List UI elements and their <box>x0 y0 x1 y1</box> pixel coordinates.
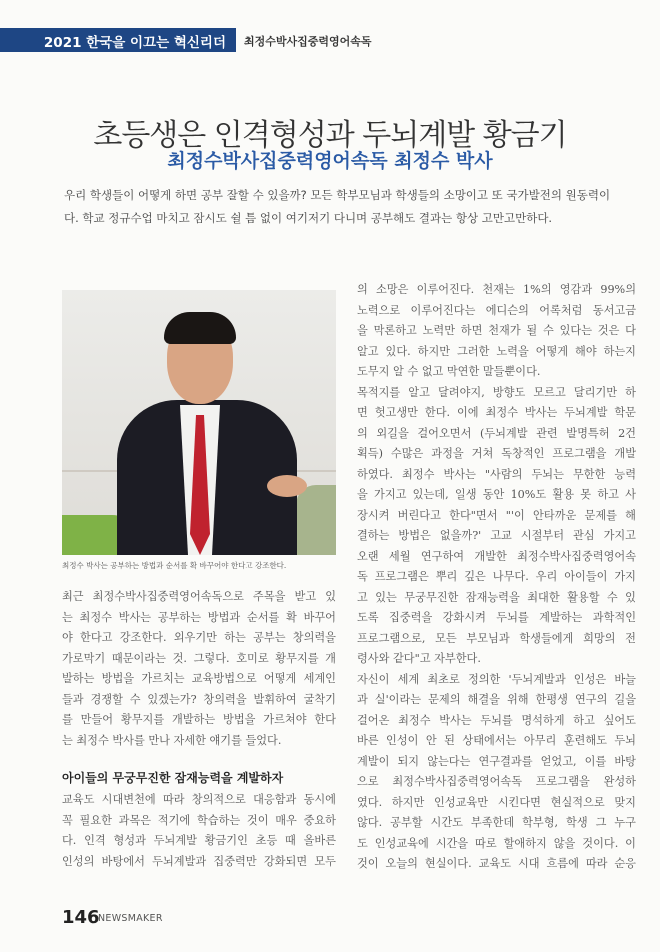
header-series-label: 2021 한국을 이끄는 혁신리더 <box>43 35 226 51</box>
photo-hand <box>267 475 307 497</box>
text-line: 과 실'이라는 문제의 해결을 위해 한평생 연구의 길을 <box>357 693 636 706</box>
magazine-name: NEWSMAKER <box>98 913 163 924</box>
photo-plant <box>296 485 336 555</box>
text-line: 도록 집중력을 강화시켜 두뇌를 계발하는 과학적인 <box>357 611 636 624</box>
text-line: 않다. 공부할 시간도 부족한데 학부형, 학생 그 누구 <box>357 816 636 829</box>
text-line: 가로막기 때문이라는 것. 그렇다. 호미로 황무지를 개 <box>62 651 336 665</box>
page-number: 146 <box>62 907 100 928</box>
portrait-photo <box>62 290 336 555</box>
text-line: 계발이 되지 않는다는 연구결과를 얻었고, 이를 바탕 <box>357 754 636 768</box>
text-line: 을 막론하고 노력만 하면 천재가 될 수 있다는 것은 다 <box>357 324 636 337</box>
intro-line: 다. 학교 정규수업 마치고 잠시도 쉴 틈 없이 여기저기 다니며 공부해도 결과는 항상 고만고만하다. <box>64 211 553 225</box>
text-line: 것이 오늘의 현실이다. 교육도 시대 흐름에 따라 순응 <box>357 857 636 870</box>
text-line: 노력으로 이루어진다는 에디슨의 어록처럼 동서고금 <box>357 303 636 317</box>
text-line: 면 헛고생만 한다. 이에 최정수 박사는 두뇌계발 학문 <box>357 406 636 419</box>
text-line: 교육도 시대변천에 따라 창의적으로 대응함과 동시에 <box>62 793 336 806</box>
text-line: 의 소망은 이루어진다. 천재는 1%의 영감과 99%의 <box>357 283 636 296</box>
text-line: 자신이 세계 최초로 정의한 '두뇌계발과 인성은 바늘 <box>357 672 636 686</box>
text-line: 으로 최정수박사집중력영어속독 프로그램을 완성하 <box>357 775 636 788</box>
text-line: 오랜 세월 연구하여 개발한 최정수박사집중력영어속 <box>357 549 636 563</box>
text-line: 최근 최정수박사집중력영어속독으로 주목을 받고 있 <box>62 590 336 603</box>
text-line: 결하는 방법은 없을까?' 고교 시절부터 관심 가지고 <box>357 529 636 542</box>
photo-hair <box>164 312 236 344</box>
article-intro <box>64 184 634 230</box>
text-line: 령사와 같다"고 자부한다. <box>357 652 481 665</box>
text-line: 걸어온 최정수 박사는 두뇌를 명석하게 하고 싶어도 <box>357 713 636 727</box>
text-line: 는 최정수 박사를 만나 자세한 얘기를 들었다. <box>62 733 282 747</box>
text-line: 도무지 알 수 없고 막연한 말들뿐이다. <box>357 365 541 378</box>
text-line: 고 있는 무궁무진한 잠재능력을 최대한 활용할 수 있 <box>357 590 636 604</box>
text-line: 장시켜 버린다고 한다"면서 "'이 안타까운 문제를 해 <box>357 508 636 522</box>
text-line: 바른 인성이 안 된 상태에서는 아무리 훈련해도 두뇌 <box>357 734 636 747</box>
header-section-label: 최정수박사집중력영어속독 <box>244 35 372 48</box>
right-column-text <box>357 280 636 875</box>
left-column-paragraph-2 <box>62 790 336 872</box>
text-line: 꼭 필요한 과목은 적기에 학습하는 것이 매우 중요하 <box>62 813 336 827</box>
text-line: 다. 인격 형성과 두뇌계발 황금기인 초등 때 올바른 <box>62 834 336 847</box>
text-line: 의 외길을 걸어오면서 (두뇌계발 관련 발명특허 2건 <box>357 426 636 440</box>
text-line: 들과 경쟁할 수 있겠는가? 창의력을 발휘하여 굴착기 <box>62 692 336 706</box>
article-subtitle: 최정수박사집중력영어속독 최정수 박사 <box>167 150 493 172</box>
header-series-bar <box>0 28 236 52</box>
text-line: 를 만들어 황무지를 개발하는 방법을 가르쳐야 한다 <box>62 713 336 726</box>
text-line: 프로그램으로, 모든 부모님과 학생들에게 희망의 전 <box>357 631 636 645</box>
photo-caption: 최정수 박사는 공부하는 방법과 순서를 확 바꾸어야 한다고 강조한다. <box>62 561 287 570</box>
section-subheading: 아이들의 무궁무진한 잠재능력을 계발하자 <box>62 771 284 785</box>
text-line: 을 가지고 있는데, 일생 동안 10%도 활용 못 하고 사 <box>357 488 636 501</box>
text-line: 목적지를 알고 달려야지, 방향도 모르고 달리기만 하 <box>357 385 636 399</box>
text-line: 획득) 수많은 과정을 거쳐 독창적인 프로그램을 개발 <box>357 447 636 460</box>
text-line: 알고 있다. 하지만 그러한 노력을 어떻게 해야 하는지 <box>357 344 636 358</box>
text-line: 야 한다고 강조한다. 외우기만 하는 공부는 창의력을 <box>62 631 336 644</box>
intro-line: 우리 학생들이 어떻게 하면 공부 잘할 수 있을까? 모든 학부모님과 학생들의 소망이고 또 국가발전의 원동력이 <box>64 188 611 202</box>
left-column-paragraph-1 <box>62 587 336 751</box>
text-line: 는 최정수 박사는 공부하는 방법과 순서를 확 바꾸어 <box>62 610 336 624</box>
text-line: 인성의 바탕에서 두뇌계발과 집중력만 강화되면 모두 <box>62 854 336 868</box>
text-line: 였다. 하지만 인성교육만 시킨다면 현실적으로 맞지 <box>357 795 636 809</box>
text-line: 발하는 방법을 가르치는 교육방법으로 어떻게 세계인 <box>62 672 336 685</box>
text-line: 도 인성교육에 시간을 따로 할애하지 않을 것이다. 이 <box>357 836 636 850</box>
text-line: 독 프로그램은 뿌리 깊은 나무다. 우리 아이들이 가지 <box>357 570 636 583</box>
text-line: 하였다. 최정수 박사는 "사람의 두뇌는 무한한 능력 <box>357 467 636 481</box>
article-title: 초등생은 인격형성과 두뇌계발 황금기 <box>93 118 567 153</box>
